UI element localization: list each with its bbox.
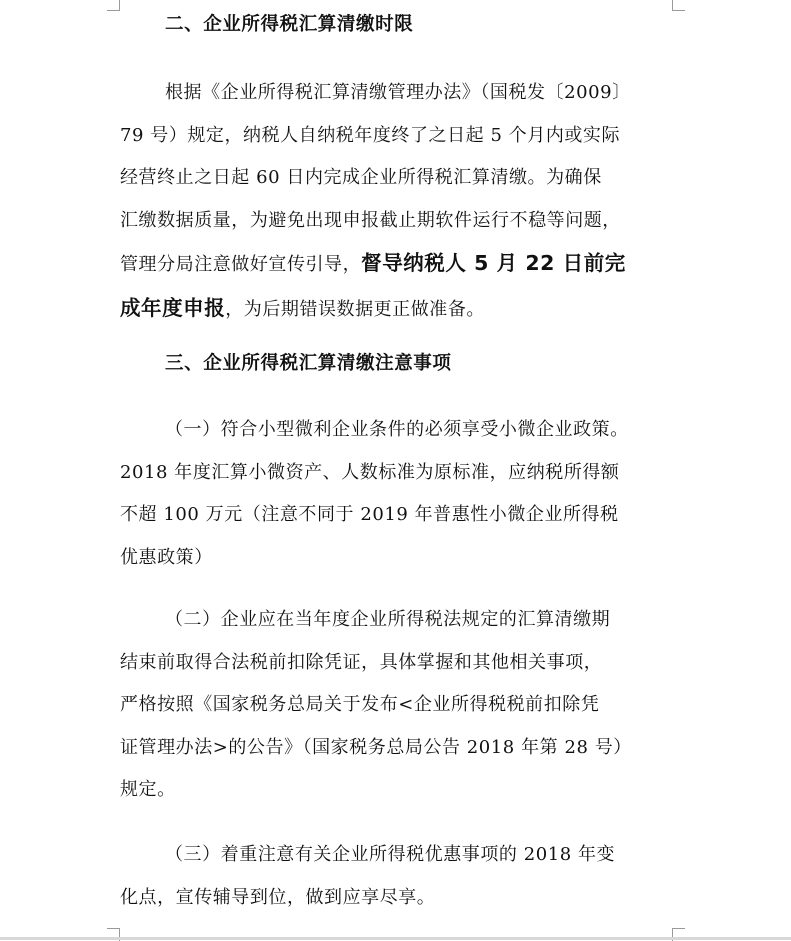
text-line: （一）符合小型微利企业条件的必须享受小微企业政策。 xyxy=(165,419,629,440)
text-line: 根据《企业所得税汇算清缴管理办法》（国税发〔2009〕 xyxy=(165,82,631,103)
text-run: 管理分局注意做好宣传引导， xyxy=(120,254,362,275)
text-line: 优惠政策） xyxy=(120,546,213,568)
section-heading-notes: 三、企业所得税汇算清缴注意事项 xyxy=(165,353,452,374)
text-line: 结束前取得合法税前扣除凭证，具体掌握和其他相关事项， xyxy=(120,651,603,673)
text-line: 2018 年度汇算小微资产、人数标准为原标准，应纳税所得额 xyxy=(120,461,620,483)
text-line: 严格按照《国家税务总局关于发布<企业所得税税前扣除凭 xyxy=(120,694,600,715)
text-line: 79 号）规定，纳税人自纳税年度终了之日起 5 个月内或实际 xyxy=(120,124,621,146)
text-line: 不超 100 万元（注意不同于 2019 年普惠性小微企业所得税 xyxy=(120,504,619,525)
text-line-with-emphasis xyxy=(120,287,676,332)
text-run: ，为后期错误数据更正做准备。 xyxy=(225,298,485,320)
paragraph-item-3 xyxy=(120,834,676,919)
text-line: 规定。 xyxy=(120,779,176,800)
emphasis-text: 督导纳税人 5 月 22 日前完 xyxy=(361,251,626,275)
text-line: 化点，宣传辅导到位，做到应享尽享。 xyxy=(120,886,436,908)
margin-corner-mark xyxy=(107,0,120,11)
text-line: （二）企业应在当年度企业所得税法规定的汇算清缴期 xyxy=(165,609,611,630)
paragraph-item-2 xyxy=(120,599,676,812)
section-heading-deadline: 二、企业所得税汇算清缴时限 xyxy=(165,14,414,35)
text-line: 证管理办法>的公告》（国家税务总局公告 2018 年第 28 号） xyxy=(120,736,632,758)
text-line-with-emphasis xyxy=(120,242,676,287)
paragraph-deadline xyxy=(120,72,676,331)
text-line: （三）着重注意有关企业所得税优惠事项的 2018 年变 xyxy=(165,844,616,865)
margin-corner-mark xyxy=(672,0,685,11)
text-line: 经营终止之日起 60 日内完成企业所得税汇算清缴。为确保 xyxy=(120,167,602,188)
text-line: 汇缴数据质量，为避免出现申报截止期软件运行不稳等问题， xyxy=(120,209,621,231)
emphasis-text: 成年度申报 xyxy=(120,295,226,320)
paragraph-item-1 xyxy=(120,409,676,579)
